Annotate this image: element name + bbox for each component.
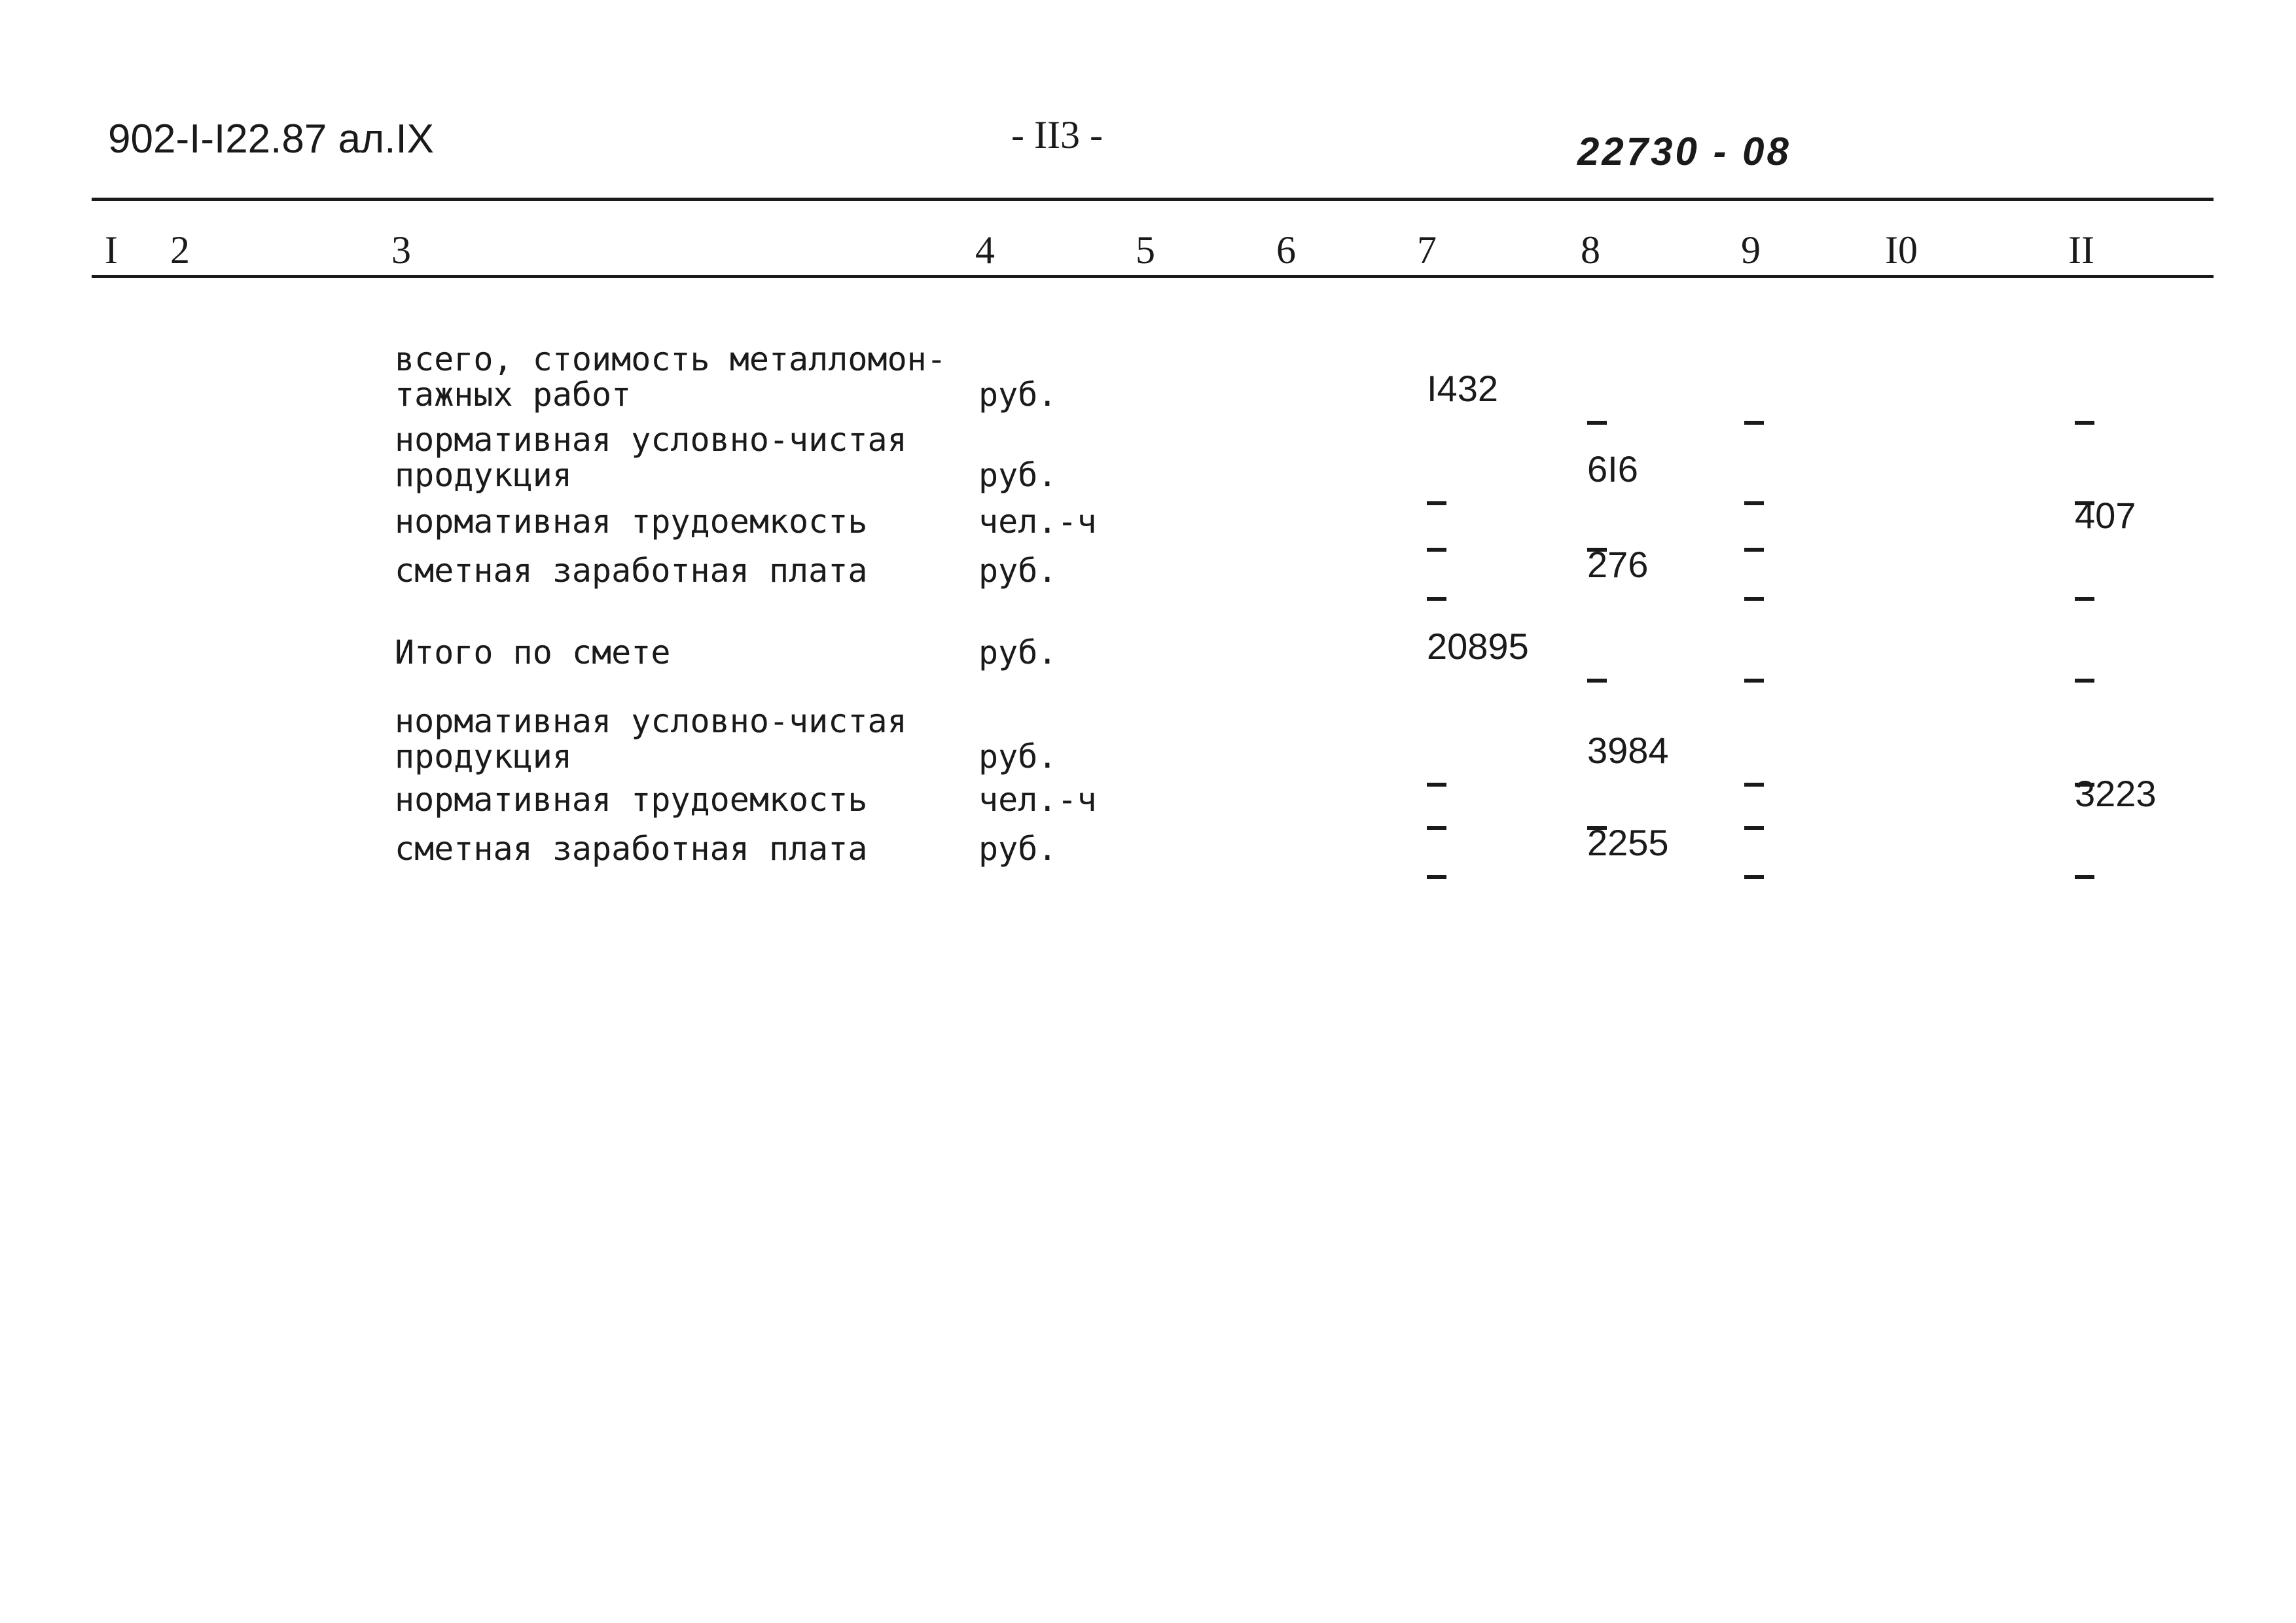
column-number-7: 7	[1417, 228, 1437, 272]
row-description: нормативная трудоемкость	[395, 781, 868, 819]
dash-mark	[1744, 597, 1764, 601]
stamp-number: 22730 - 08	[1577, 130, 1791, 173]
row-description: всего, стоимость металломон-	[395, 340, 946, 378]
document-code: 902-I-I22.87 ал.IX	[108, 116, 435, 162]
row-description: продукция	[395, 456, 572, 494]
dash-mark	[1427, 875, 1446, 879]
row-description: нормативная трудоемкость	[395, 503, 868, 541]
row-value-dash	[1744, 652, 1764, 688]
column-number-6: 6	[1276, 228, 1296, 272]
row-description: сметная заработная плата	[395, 830, 868, 868]
row-value-dash	[2075, 652, 2094, 688]
row-value-dash	[1744, 570, 1764, 607]
row-value-dash	[1744, 756, 1764, 793]
column-number-4: 4	[975, 228, 995, 272]
row-value: 2255	[1587, 822, 1669, 863]
header-rule-top	[92, 198, 2214, 201]
row-value-dash	[1427, 799, 1446, 836]
dash-mark	[2075, 597, 2094, 601]
column-number-9: 9	[1741, 228, 1761, 272]
column-number-1: I	[105, 228, 118, 272]
row-value-dash	[1427, 474, 1446, 511]
dash-mark	[1427, 501, 1446, 505]
row-value: 276	[1587, 544, 1649, 585]
dash-mark	[1744, 826, 1764, 830]
row-value-dash	[1427, 521, 1446, 558]
column-number-10: I0	[1885, 228, 1918, 272]
dash-mark	[2075, 679, 2094, 683]
dash-mark	[1427, 597, 1446, 601]
column-number-8: 8	[1581, 228, 1600, 272]
row-value-dash	[1427, 756, 1446, 793]
row-value-dash	[1587, 394, 1607, 431]
row-description: нормативная условно-чистая	[395, 702, 907, 740]
dash-mark	[1587, 421, 1607, 425]
dash-mark	[1744, 679, 1764, 683]
dash-mark	[1427, 783, 1446, 787]
dash-mark	[1744, 421, 1764, 425]
row-unit: руб.	[978, 456, 1058, 494]
row-value-dash	[1427, 848, 1446, 885]
row-value-dash	[1427, 570, 1446, 607]
row-description: продукция	[395, 738, 572, 776]
column-number-3: 3	[391, 228, 411, 272]
dash-mark	[1427, 826, 1446, 830]
row-value-dash	[1744, 799, 1764, 836]
dash-mark	[1744, 548, 1764, 552]
column-number-5: 5	[1136, 228, 1155, 272]
row-value: I432	[1427, 368, 1498, 409]
dash-mark	[1744, 783, 1764, 787]
row-value-dash	[2075, 848, 2094, 885]
row-description: сметная заработная плата	[395, 552, 868, 590]
row-unit: руб.	[978, 552, 1058, 590]
row-unit: руб.	[978, 376, 1058, 414]
row-value-dash	[1587, 652, 1607, 688]
row-unit: чел.-ч	[978, 781, 1097, 819]
row-value: 407	[2075, 495, 2136, 536]
row-value-dash	[1744, 521, 1764, 558]
row-value-dash	[2075, 394, 2094, 431]
row-description: Итого по смете	[395, 633, 671, 671]
row-value: 3223	[2075, 773, 2157, 814]
row-unit: руб.	[978, 738, 1058, 776]
row-value: 6I6	[1587, 448, 1638, 490]
row-description: нормативная условно-чистая	[395, 421, 907, 459]
row-description: тажных работ	[395, 376, 632, 414]
row-value-dash	[1744, 474, 1764, 511]
row-unit: руб.	[978, 830, 1058, 868]
row-unit: чел.-ч	[978, 503, 1097, 541]
dash-mark	[1744, 501, 1764, 505]
dash-mark	[1587, 679, 1607, 683]
row-unit: руб.	[978, 633, 1058, 671]
column-number-2: 2	[170, 228, 190, 272]
row-value: 3984	[1587, 730, 1669, 771]
dash-mark	[1427, 548, 1446, 552]
dash-mark	[1744, 875, 1764, 879]
dash-mark	[2075, 875, 2094, 879]
dash-mark	[2075, 421, 2094, 425]
row-value: 20895	[1427, 626, 1529, 667]
column-number-11: II	[2068, 228, 2094, 272]
row-value-dash	[1744, 394, 1764, 431]
row-value-dash	[1744, 848, 1764, 885]
row-value-dash	[2075, 570, 2094, 607]
header-rule-bottom	[92, 275, 2214, 278]
page-number: - II3 -	[1011, 113, 1103, 156]
